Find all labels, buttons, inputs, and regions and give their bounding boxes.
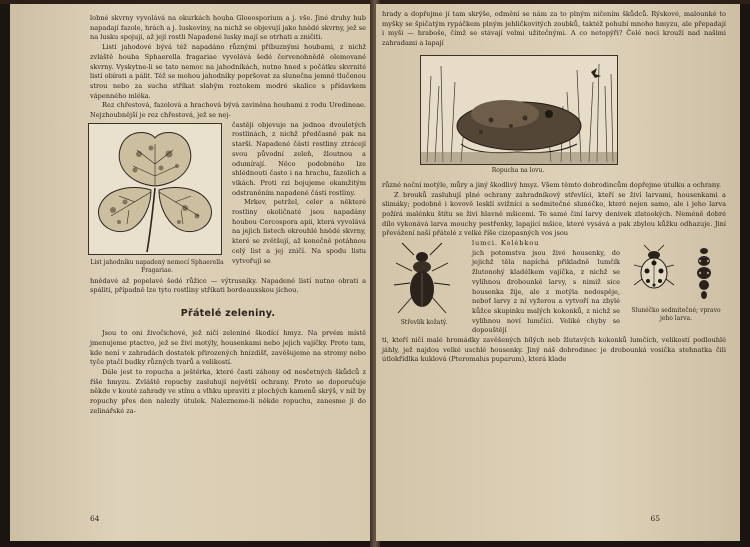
ground-beetle-illustration [392, 241, 452, 319]
left-page [10, 4, 374, 541]
right-para-2: různé noční motýle, můry a jiný škodlivý hmyz. Všem těmto dobrodincům dopřejme útulku a ochrany. [382, 180, 722, 189]
insect-figures [382, 241, 466, 327]
ladybug-caption: Slunéčko sedmitečné; vpravo jeho larva. [631, 307, 721, 323]
strawberry-leaf-figure [88, 123, 222, 255]
right-page [376, 4, 740, 541]
section-title: Přátelé zeleniny. [180, 308, 276, 320]
right-para-4-side: jich potomstva jsou živé housenky, do jejichž těla napíchá přikladně lumčík žlutonohý kladélkem vajíčka, z nichž se vylíhnou drobounké larvy, s nimiž sice housenka žije, ale z motýla nedospěje, neboť larvy z ní vyžerou a vytvoří na zbylé kůžce skupinku malých kokonků, z nichž se vylíhnou noví lumčíci. Veliké chyby se dopouštějí [472, 248, 620, 335]
left-page-number: 64 [90, 514, 100, 523]
left-para-3-side: častěji objevuje na jednoa dvouletých rostlinách, z nichž předčasně pak na starší. Napadené části rostliny ztrácejí svou původní zeleň, žloutnou a odumírají. Něco podobného lze shlédnouti často i na hrachu, fazolích a vikách. Proti rzi bojujeme okamžitým odstraněním napadené části rostliny. [232, 120, 366, 197]
right-page-number: 65 [650, 514, 660, 523]
toad-illustration [421, 56, 617, 164]
toad-figure-caption: Ropucha na lovu. [491, 166, 545, 174]
ladybug-illustration [626, 241, 726, 303]
left-para-6: Dále jest to ropucha a ještěrka, které časti záhony od nesčetných škůdců z říše hmyzu. Zvláště ropuchy zasluhují největší ochrany. Proto se doporučuje někde v kouté zahrady ve stínu a vlhku upraviti z plochých kamenů skrýš, v níž by ropuchy přes den nalezly útulek. Nalezneme-li někde ropuchu, zanesme ji do zelinářské za- [90, 367, 366, 415]
ladybug-figure-block [626, 241, 726, 323]
strawberry-figure-caption: List jahodníku napadený nemocí Sphaerella Fragariae. [90, 258, 224, 274]
right-para-1: hrady a dopřejme jí tam skrýše, odmění se nám za to plným ničením škůdců. Rýskové, malounké to myšky se špičatým rypáčkem plným jehličkovitých zoubků, taktéž pohubí mnoho hmyzu, ale přepadají i myši — hraboše, čímž se stávají velmi užitečnými. A co netopýři? Čelé noci krouží nad našimi zahradami a lapají [382, 10, 726, 48]
right-para-3: Z brouků zasluhují plné ochrany zahradníkový střevlíci, kteří se živí larvami, housenkami a slimáky; podobně i kovově lesklí svižníci a sedmitečné slunéčko, které nejen samo, ale i jeho larva požírá malénku štítu se živí hlavně mšicemi. To samé činí larvy denivek zlatookých. Neméně dobré dílo vykonává larva mouchy pestřenky, lapající mšice, které vysává a pak zbylou kůžku odhazuje. Jiní převážení naší přátelé z velké říše cizopasných vos jsou [382, 190, 726, 238]
strawberry-leaf-illustration [89, 124, 221, 254]
left-para-1: lobné skvrny vyvolává na okurkách houba Gloeosporium a j. vše. Jiné druhy hub napadají fazole, hrách a j. luskoviny, na nichž se objevují jako hnědé skvrny, jež se na lusku spojují, až její rostli Napadené lusky mají se otrhati a zničiti. [90, 14, 366, 42]
left-para-4-rest: hnědavé až popelavé šedé růžice — výtrusníky. Napadené listí nutno obrati a spáliti, případně lze tyto rostliny stříkati bordeauxskou jíchou. [90, 276, 366, 295]
left-para-2: Listí jahodové bývá též napadáno různými příbuznými houbami, z nichž zvláště houba Sphaerella fragariae vyvolává šedé červenohnědě olemované skvrny. Vyskytne-li se tato nemoc na jahodníkách, nutno hned s počátku skvrnité listí obírati a pálit. Též se mohou jahodníky popršovat za slunečna jemně tlučenou strou nebo za sucha stříkat slabým roztokem modré skalice s přídavkem vápenného mléka. [90, 43, 366, 100]
right-para-3-head: lumci. Kolébkou [472, 239, 540, 248]
beetle-caption: Střevlík kožatý. [400, 319, 448, 327]
right-para-4-rest: ti, kteří ničí malé hromádky zavěšených bílých neb žlutavých kokonků lumčích, velikostí podlouhlé jáhly, jež najdou velké uschlé housenky. Jiný náš dobrodinec je drobounká vosička stehnatka čili útlokřídlka kuklová (Pteromalus puparum), která klade [382, 336, 726, 364]
left-para-5: Jsou to oni živočichové, jež ničí zeleniné škodící hmyz. Na prvém místě jmenujeme ptactvo, jež se živí motýly, housenkami nebo jejich vajíčky. Proto tam, kde není v zahradách dostatek přirozených hnízdišť, zavěšujeme na stromy nebo tyče ptačí budky různých tvarů a velikostí. [90, 329, 366, 367]
toad-figure [420, 55, 618, 165]
strawberry-figure-block [88, 123, 226, 275]
left-para-3: Rez chřestová, fazolová a hrachová bývá zaviněna houbami z rodu Uredineae. Nejzhoubnější je rez chřestová, jež se nej- [90, 101, 366, 120]
left-para-4-side: Mrkev, petržel, celer a některé rostliny okoličnaté jsou napadány houbou Cercospora apii, která vyvolává na jejich listech okrouhlé hnědé skvrny, které se zvětšují, až konečně potáhnou celý list a jej zničí. Na spodu listu vytvořují se [232, 198, 366, 265]
